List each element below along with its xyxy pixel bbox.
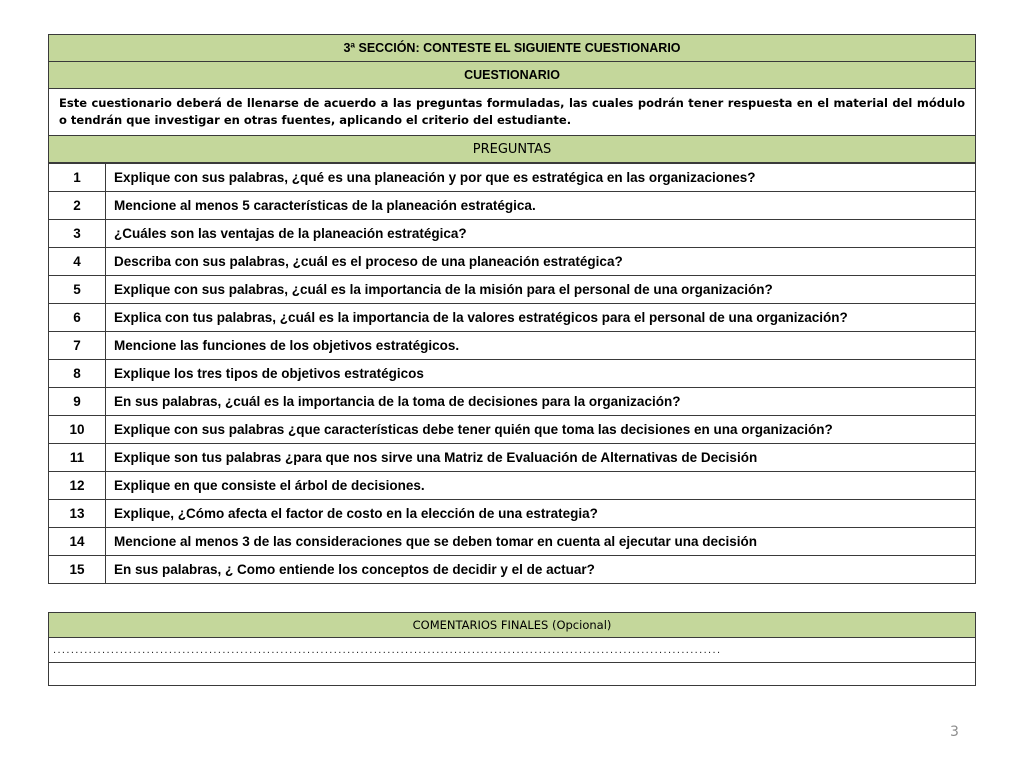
question-text: En sus palabras, ¿ Como entiende los conceptos de decidir y el de actuar? xyxy=(106,556,976,584)
question-text: Explique con sus palabras, ¿cuál es la importancia de la misión para el personal de una organización? xyxy=(106,276,976,304)
questionnaire-title: CUESTIONARIO xyxy=(49,62,976,89)
comments-header: COMENTARIOS FINALES (Opcional) xyxy=(49,613,976,638)
question-number: 1 xyxy=(49,164,106,192)
questionnaire-table xyxy=(48,34,976,163)
page-number: 3 xyxy=(950,724,959,740)
question-text: Mencione las funciones de los objetivos estratégicos. xyxy=(106,332,976,360)
question-row xyxy=(49,192,976,220)
question-number: 9 xyxy=(49,388,106,416)
question-text: ¿Cuáles son las ventajas de la planeación estratégica? xyxy=(106,220,976,248)
question-row xyxy=(49,444,976,472)
question-row xyxy=(49,528,976,556)
question-text: En sus palabras, ¿cuál es la importancia de la toma de decisiones para la organización? xyxy=(106,388,976,416)
question-row xyxy=(49,360,976,388)
comments-dotted-line[interactable]: ...................................................................................................................................................... xyxy=(49,638,976,663)
question-number: 8 xyxy=(49,360,106,388)
question-number: 4 xyxy=(49,248,106,276)
question-row xyxy=(49,276,976,304)
question-row xyxy=(49,472,976,500)
question-number: 6 xyxy=(49,304,106,332)
question-row xyxy=(49,556,976,584)
question-text: Explique, ¿Cómo afecta el factor de costo en la elección de una estrategia? xyxy=(106,500,976,528)
question-text: Mencione al menos 3 de las consideraciones que se deben tomar en cuenta al ejecutar una decisión xyxy=(106,528,976,556)
question-number: 5 xyxy=(49,276,106,304)
comments-table xyxy=(48,612,976,686)
question-row xyxy=(49,248,976,276)
question-text: Explique son tus palabras ¿para que nos sirve una Matriz de Evaluación de Alternativas de Decisión xyxy=(106,444,976,472)
section-title: 3ª SECCIÓN: CONTESTE EL SIGUIENTE CUESTIONARIO xyxy=(49,35,976,62)
question-number: 13 xyxy=(49,500,106,528)
question-number: 12 xyxy=(49,472,106,500)
question-number: 11 xyxy=(49,444,106,472)
questions-header: PREGUNTAS xyxy=(49,136,976,163)
question-number: 2 xyxy=(49,192,106,220)
question-row xyxy=(49,220,976,248)
question-text: Explica con tus palabras, ¿cuál es la importancia de la valores estratégicos para el personal de una organización? xyxy=(106,304,976,332)
question-row xyxy=(49,500,976,528)
question-text: Explique en que consiste el árbol de decisiones. xyxy=(106,472,976,500)
question-number: 10 xyxy=(49,416,106,444)
question-text: Explique con sus palabras, ¿qué es una planeación y por que es estratégica en las organizaciones? xyxy=(106,164,976,192)
question-row xyxy=(49,416,976,444)
intro-text: Este cuestionario deberá de llenarse de acuerdo a las preguntas formuladas, las cuales podrán tener respuesta en el material del módulo o tendrán que investigar en otras fuentes, aplicando el criterio del estudiante. xyxy=(49,89,976,136)
question-number: 7 xyxy=(49,332,106,360)
question-number: 14 xyxy=(49,528,106,556)
question-text: Explique con sus palabras ¿que características debe tener quién que toma las decisiones en una organización? xyxy=(106,416,976,444)
question-number: 15 xyxy=(49,556,106,584)
question-row xyxy=(49,332,976,360)
comments-blank-row[interactable] xyxy=(49,663,976,686)
question-text: Explique los tres tipos de objetivos estratégicos xyxy=(106,360,976,388)
question-number: 3 xyxy=(49,220,106,248)
question-row xyxy=(49,388,976,416)
question-text: Mencione al menos 5 características de la planeación estratégica. xyxy=(106,192,976,220)
question-row xyxy=(49,304,976,332)
question-row xyxy=(49,164,976,192)
questions-table xyxy=(48,163,976,584)
question-text: Describa con sus palabras, ¿cuál es el proceso de una planeación estratégica? xyxy=(106,248,976,276)
